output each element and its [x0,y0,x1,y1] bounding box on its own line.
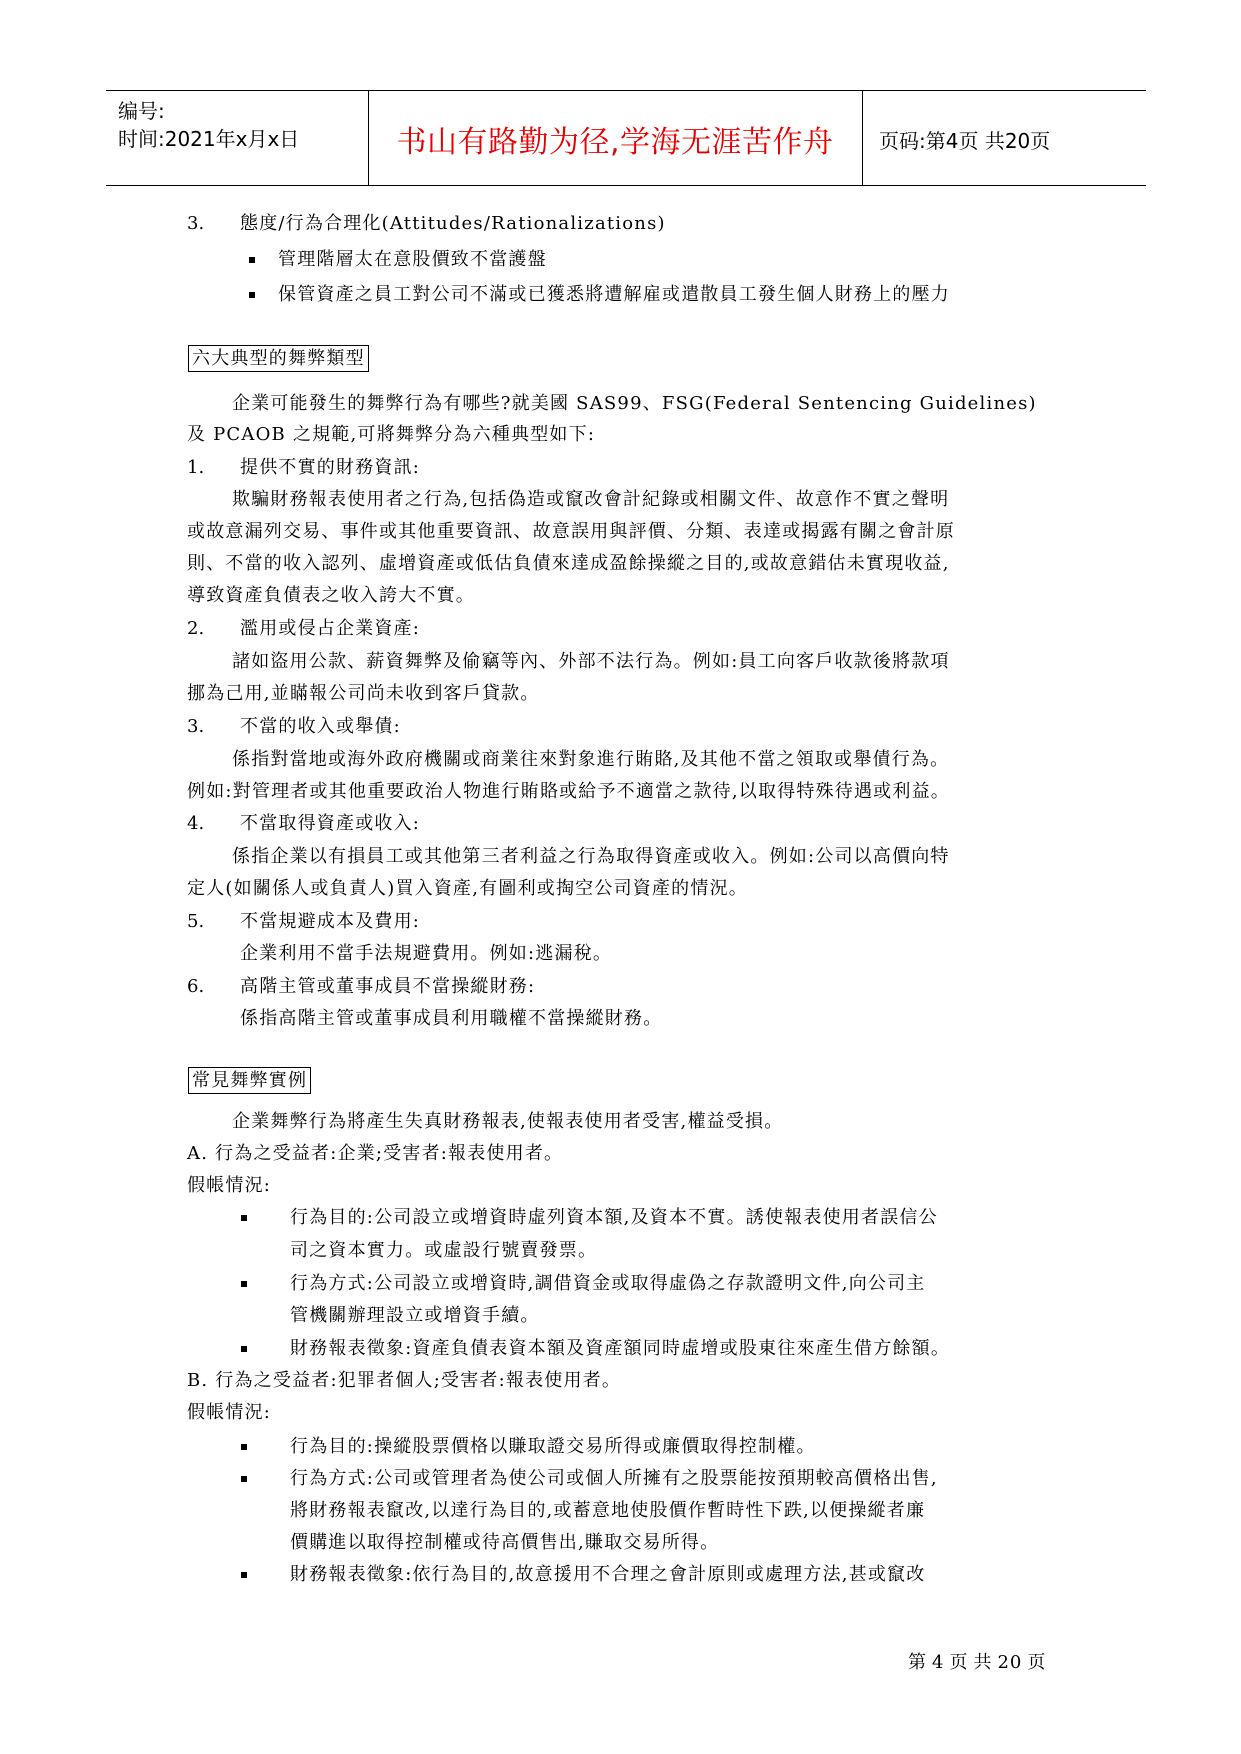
footer-total-unit: 页 [1027,1652,1047,1673]
bullet-icon [241,1346,247,1352]
paragraph-line: 導致資產負債表之收入誇大不實。 [187,585,475,606]
paragraph-line: 或故意漏列交易、事件或其他重要資訊、故意誤用與評價、分類、表達或揭露有關之會計原 [187,521,955,542]
bullet-text: 管理階層太在意股價致不當護盤 [278,249,547,270]
bullet-icon [241,1281,247,1287]
item-title: 態度/行為合理化(Attitudes/Rationalizations) [240,213,666,234]
bullet-text: 行為方式:公司設立或增資時,調借資金或取得虛偽之存款證明文件,向公司主 [290,1273,926,1294]
intro-line: 及 PCAOB 之規範,可將舞弊分為六種典型如下: [187,424,596,445]
footer-total-word: 共 [973,1652,993,1673]
intro-line: 企業舞弊行為將產生失真財務報表,使報表使用者受害,權益受損。 [232,1111,784,1132]
bullet-text: 價購進以取得控制權或待高價售出,賺取交易所得。 [290,1532,720,1553]
bullet-text: 行為目的:公司設立或增資時虛列資本額,及資本不實。誘使報表使用者誤信公 [290,1207,938,1228]
bullet-icon [241,1444,247,1450]
case-title: A. 行為之受益者:企業;受害者:報表使用者。 [187,1143,564,1164]
paragraph-line: 企業利用不當手法規避費用。例如:逃漏稅。 [240,943,613,964]
paragraph-line: 欺騙財務報表使用者之行為,包括偽造或竄改會計紀錄或相關文件、故意作不實之聲明 [232,489,950,510]
time-label: 时间:2021年x月x日 [118,127,300,151]
item-title: 不當規避成本及費用: [240,911,421,932]
footer-page-unit: 页 [949,1652,969,1673]
page-footer [908,1652,1051,1674]
section-heading: 六大典型的舞弊類型 [188,345,369,372]
bullet-icon [241,1215,247,1221]
case-title: B. 行為之受益者:犯罪者個人;受害者:報表使用者。 [187,1370,622,1391]
paragraph-line: 定人(如關係人或負責人)買入資產,有圖利或掏空公司資產的情況。 [187,878,748,899]
case-subtitle: 假帳情況: [187,1402,272,1423]
paragraph-line: 挪為己用,並瞞報公司尚未收到客戶貸款。 [187,683,540,704]
item-title: 濫用或侵占企業資產: [240,618,421,639]
bullet-text: 財務報表徵象:依行為目的,故意援用不合理之會計原則或處理方法,甚或竄改 [290,1564,926,1585]
bullet-icon [249,257,255,263]
header-motto: 书山有路勤为径,学海无涯苦作舟 [396,125,834,160]
item-title: 不當的收入或舉債: [240,716,401,737]
paragraph-line: 係指對當地或海外政府機關或商業往來對象進行賄賂,及其他不當之領取或舉債行為。 [232,749,950,770]
item-number: 1. [187,457,205,478]
paragraph-line: 係指企業以有損員工或其他第三者利益之行為取得資產或收入。例如:公司以高價向特 [232,846,950,867]
item-number: 6. [187,976,205,997]
intro-line: 企業可能發生的舞弊行為有哪些?就美國 SAS99、FSG(Federal Sentencing Guidelines) [232,393,1037,414]
bullet-icon [249,292,255,298]
bullet-text: 管機關辦理設立或增資手續。 [290,1305,540,1326]
item-number: 2. [187,618,205,639]
bullet-text: 司之資本實力。或虛設行號賣發票。 [290,1240,598,1261]
paragraph-line: 則、不當的收入認列、虛增資產或低估負債來達成盈餘操縱之目的,或故意錯估未實現收益, [187,553,950,574]
case-subtitle: 假帳情況: [187,1175,272,1196]
item-number: 4. [187,813,205,834]
bullet-text: 行為方式:公司或管理者為使公司或個人所擁有之股票能按預期較高價格出售, [290,1468,938,1489]
bullet-text: 保管資產之員工對公司不滿或已獲悉將遭解雇或遣散員工發生個人財務上的壓力 [278,284,950,305]
bullet-text: 將財務報表竄改,以達行為目的,或蓄意地使股價作暫時性下跌,以便操縱者廉 [290,1500,926,1521]
section-heading: 常見舞弊實例 [188,1067,311,1094]
item-title: 不當取得資產或收入: [240,813,421,834]
bullet-icon [241,1476,247,1482]
bullet-text: 行為目的:操縱股票價格以賺取證交易所得或廉價取得控制權。 [290,1436,816,1457]
footer-page-word: 第 [908,1652,927,1673]
item-title: 高階主管或董事成員不當操縱財務: [240,976,536,997]
footer-page-current: 4 [932,1652,945,1673]
header-page-info: 页码:第4页 共20页 [879,129,1051,153]
item-number: 3. [187,213,205,234]
doc-number-label: 编号: [118,99,165,123]
header-divider [862,91,863,185]
paragraph-line: 係指高階主管或董事成員利用職權不當操縱財務。 [240,1008,663,1029]
paragraph-line: 諸如盜用公款、薪資舞弊及偷竊等內、外部不法行為。例如:員工向客戶收款後將款項 [232,651,950,672]
bullet-text: 財務報表徵象:資產負債表資本額及資產額同時虛增或股東往來產生借方餘額。 [290,1338,951,1359]
paragraph-line: 例如:對管理者或其他重要政治人物進行賄賂或給予不適當之款待,以取得特殊待遇或利益。 [187,781,950,802]
item-number: 3. [187,716,205,737]
page-header [106,90,1146,186]
footer-page-total: 20 [997,1652,1023,1673]
bullet-icon [241,1572,247,1578]
item-title: 提供不實的財務資訊: [240,457,421,478]
item-number: 5. [187,911,205,932]
